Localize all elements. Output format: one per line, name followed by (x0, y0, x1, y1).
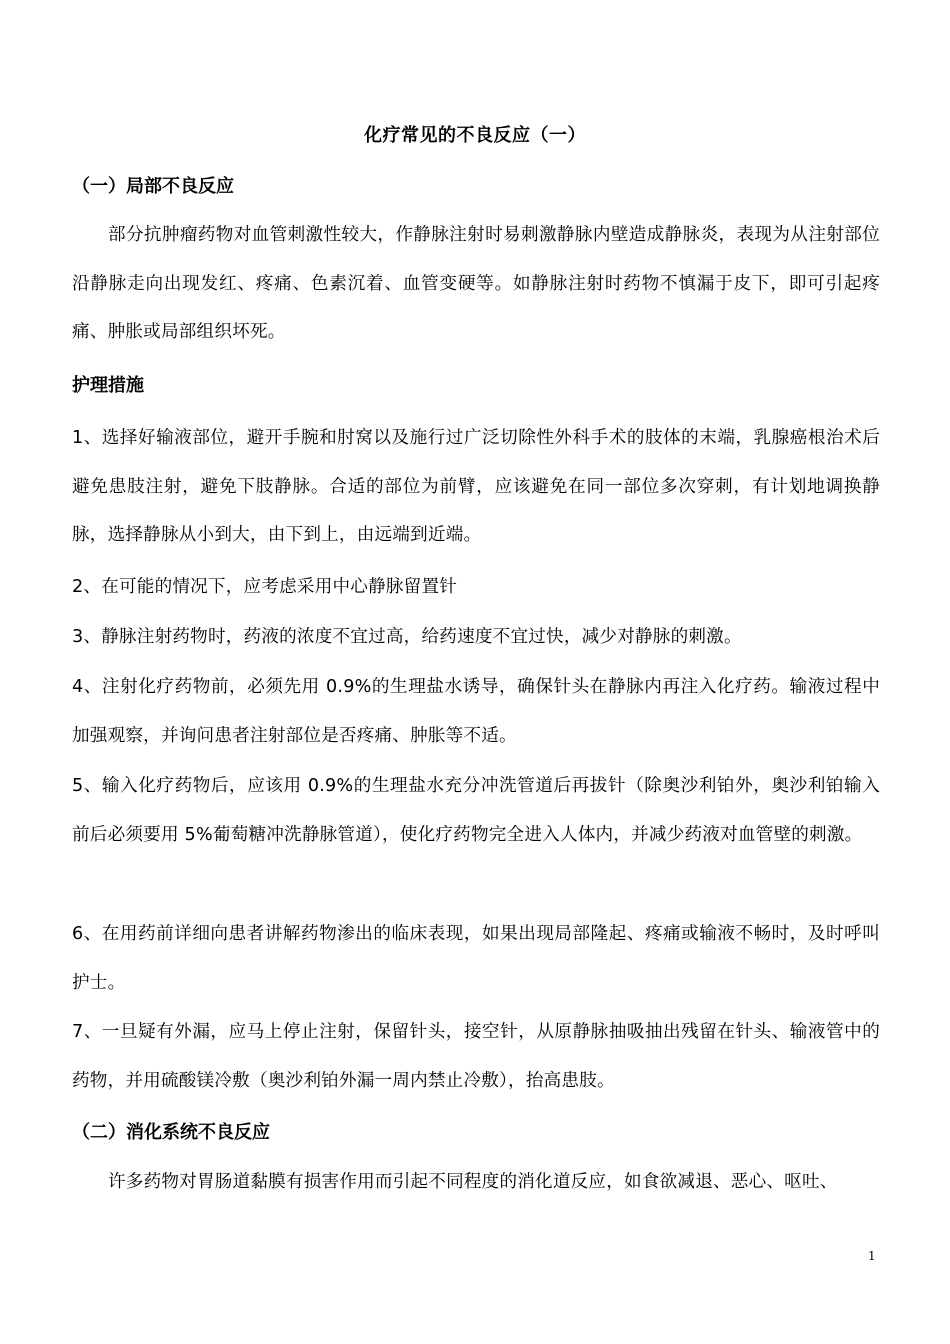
nursing-item-1: 1、选择好输液部位，避开手腕和肘窝以及施行过广泛切除性外科手术的肢体的末端，乳腺癌根治术后避免患肢注射，避免下肢静脉。合适的部位为前臂，应该避免在同一部位多次穿刺，有计划地调换静脉，选择静脉从小到大，由下到上，由远端到近端。 (72, 428, 880, 545)
nursing-item-5: 5、输入化疗药物后，应该用 0.9%的生理盐水充分冲洗管道后再拔针（除奥沙利铂外，奥沙利铂输入前后必须要用 5%葡萄糖冲洗静脉管道），使化疗药物完全进入人体内，并减少药液对血管壁的刺激。 (72, 776, 880, 845)
section2-intro-paragraph: 许多药物对胃肠道黏膜有损害作用而引起不同程度的消化道反应，如食欲减退、恶心、呕吐、 (108, 1172, 838, 1192)
page-number: 1 (868, 1249, 876, 1263)
nursing-item-2: 2、在可能的情况下，应考虑采用中心静脉留置针 (72, 577, 458, 597)
section-heading-digestive-reactions: （二）消化系统不良反应 (72, 1122, 270, 1143)
nursing-item-7: 7、一旦疑有外漏，应马上停止注射，保留针头，接空针，从原静脉抽吸抽出残留在针头、输液管中的药物，并用硫酸镁冷敷（奥沙利铂外漏一周内禁止冷敷），抬高患肢。 (72, 1022, 880, 1091)
nursing-item-6: 6、在用药前详细向患者讲解药物渗出的临床表现，如果出现局部隆起、疼痛或输液不畅时，及时呼叫护士。 (72, 924, 880, 993)
nursing-item-3: 3、静脉注射药物时，药液的浓度不宜过高，给药速度不宜过快，减少对静脉的刺激。 (72, 627, 742, 647)
section-heading-local-reactions: （一）局部不良反应 (72, 176, 234, 197)
nursing-measures-heading: 护理措施 (72, 375, 144, 396)
section-intro-paragraph: 部分抗肿瘤药物对血管刺激性较大，作静脉注射时易刺激静脉内壁造成静脉炎，表现为从注射部位沿静脉走向出现发红、疼痛、色素沉着、血管变硬等。如静脉注射时药物不慎漏于皮下，即可引起疼痛、肿胀或局部组织坏死。 (72, 225, 880, 342)
nursing-item-4: 4、注射化疗药物前，必须先用 0.9%的生理盐水诱导，确保针头在静脉内再注入化疗药。输液过程中加强观察，并询问患者注射部位是否疼痛、肿胀等不适。 (72, 677, 880, 746)
document-title: 化疗常见的不良反应（一） (364, 125, 586, 146)
